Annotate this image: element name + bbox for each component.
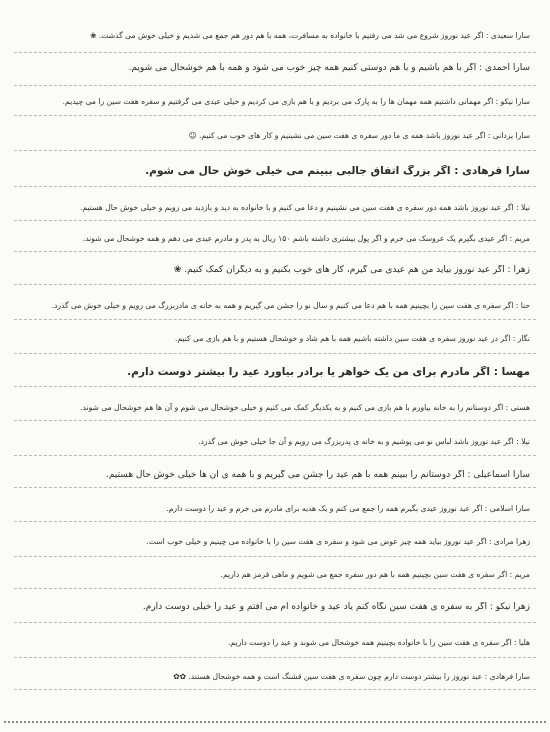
handwritten-sentence: زهرا نیکو : اگر به سفره ی هفت سین نگاه کنم یاد عید و خانواده ام می افتم و عید را خیلی دوست دارم.: [142, 602, 530, 612]
handwritten-sentence: حنا : اگر سفره ی هفت سین را بچینیم همه با هم دعا می کنیم و سال نو را جشن می گیریم و همه به خانه ی مادربزرگ می رویم و خیلی خوش می گذرد.: [51, 301, 530, 310]
ruled-line: [14, 353, 536, 354]
handwritten-sentence: نگار : اگر در عید نوروز سفره ی هفت سین داشته باشیم همه با هم شاد و خوشحال هستیم و با هم بازی می کنیم.: [174, 334, 530, 343]
handwritten-sentence: زهرا : اگر عید نوروز بیاید من هم عیدی می گیرم، کار های خوب بکنیم و به دیگران کمک کنیم. ❀: [173, 265, 530, 275]
ruled-line: [14, 52, 536, 53]
handwritten-sentence: سارا نیکو : اگر مهمانی داشتیم همه مهمان ها را به پارک می بردیم و با هم بازی می کردیم و خیلی عیدی می گرفتیم و سفره هفت سین را می چیدیم.: [62, 97, 530, 106]
ruled-line: [14, 420, 536, 421]
ruled-line: [14, 186, 536, 187]
ruled-line: [14, 251, 536, 252]
handwritten-sentence: سارا سعیدی : اگر عید نوروز شروع می شد می رفتیم با خانواده به مسافرت، همه با هم دور هم جمع می شدیم و خیلی خوش می گذشت. ❀: [90, 31, 530, 40]
handwritten-sentence: سارا فرهادی : اگر بزرگ اتفاق جالبی ببینم می خیلی خوش حال می شوم.: [145, 165, 530, 177]
handwritten-sentence: هستی : اگر دوستانم را به خانه بیاورم با هم بازی می کنیم و به یکدیگر کمک می کنیم و خیلی خوشحال می شوم و آن ها هم خوشحال می شوند.: [80, 403, 530, 412]
handwritten-sentence: هلیا : اگر سفره ی هفت سین را با خانواده بچینیم همه خوشحال می شوند و عید را دوست داریم.: [228, 638, 530, 647]
ruled-line: [14, 284, 536, 285]
ruled-line: [14, 657, 536, 658]
ruled-line: [14, 622, 536, 623]
ruled-line: [14, 220, 536, 221]
handwritten-sentence: نیلا : اگر عید نوروز باشد همه دور سفره ی هفت سین می نشینیم و دعا می کنیم و با خانواده به دید و بازدید می رویم و خیلی خوش حال هستیم.: [79, 203, 530, 212]
handwritten-sentence: سارا احمدی : اگر با هم باشیم و با هم دوستی کنیم همه چیز خوب می شود و همه با هم خوشحال می شویم.: [128, 63, 530, 73]
ruled-line: [14, 689, 536, 690]
ruled-line: [14, 115, 536, 116]
handwritten-sentence: سارا اسلامی : اگر عید نوروز عیدی بگیرم همه را جمع می کنم و یک هدیه برای مادرم می خرم و عید را دوست دارم.: [166, 504, 530, 513]
ruled-line: [14, 386, 536, 387]
ruled-line: [14, 487, 536, 488]
handwritten-sentence: سارا اسماعیلی : اگر دوستانم را ببینم همه با هم عید را جشن می گیریم و با همه ی آن ها خیلی خوش حال هستیم.: [106, 470, 530, 480]
handwritten-sentence: زهرا مرادی : اگر عید نوروز بیاید همه چیز عوض می شود و سفره ی هفت سین را با خانواده می چینیم و خیلی خوب است.: [146, 537, 530, 546]
handwritten-sentence: مریم : اگر عیدی بگیرم یک عروسک می خرم و اگر پول بیشتری داشته باشم ۱۵۰ ریال به پدر و مادرم عیدی می دهم و همه خوشحال می شوند.: [82, 234, 530, 243]
ruled-line: [14, 521, 536, 522]
ruled-line: [14, 319, 536, 320]
ruled-line: [14, 556, 536, 557]
handwritten-sentence: سارا فرهادی : عید نوروز را بیشتر دوست دارم چون سفره ی هفت سین قشنگ است و همه خوشحال هستند. ✿✿: [173, 672, 530, 681]
ruled-line: [14, 588, 536, 589]
handwritten-sentence: مهسا : اگر مادرم برای من یک خواهر یا برادر بیاورد عید را بیشتر دوست دارم.: [127, 366, 530, 378]
handwritten-sentence: نیلا : اگر عید نوروز باشد لباس نو می پوشیم و به خانه ی پدربزرگ می رویم و آن جا خیلی خوش می گذرد.: [198, 437, 530, 446]
page-bottom-dotted-border: [4, 721, 546, 723]
ruled-line: [14, 85, 536, 86]
handwritten-sentence: سارا یزدانی : اگر عید نوروز باشد همه ی ما دور سفره ی هفت سین می نشینیم و کار های خوب می کنیم. ☺: [188, 131, 530, 140]
ruled-line: [14, 455, 536, 456]
ruled-line: [14, 150, 536, 151]
handwritten-sentence: مریم : اگر سفره ی هفت سین بچینیم همه با هم دور سفره جمع می شویم و ماهی قرمز هم داریم.: [220, 570, 530, 579]
